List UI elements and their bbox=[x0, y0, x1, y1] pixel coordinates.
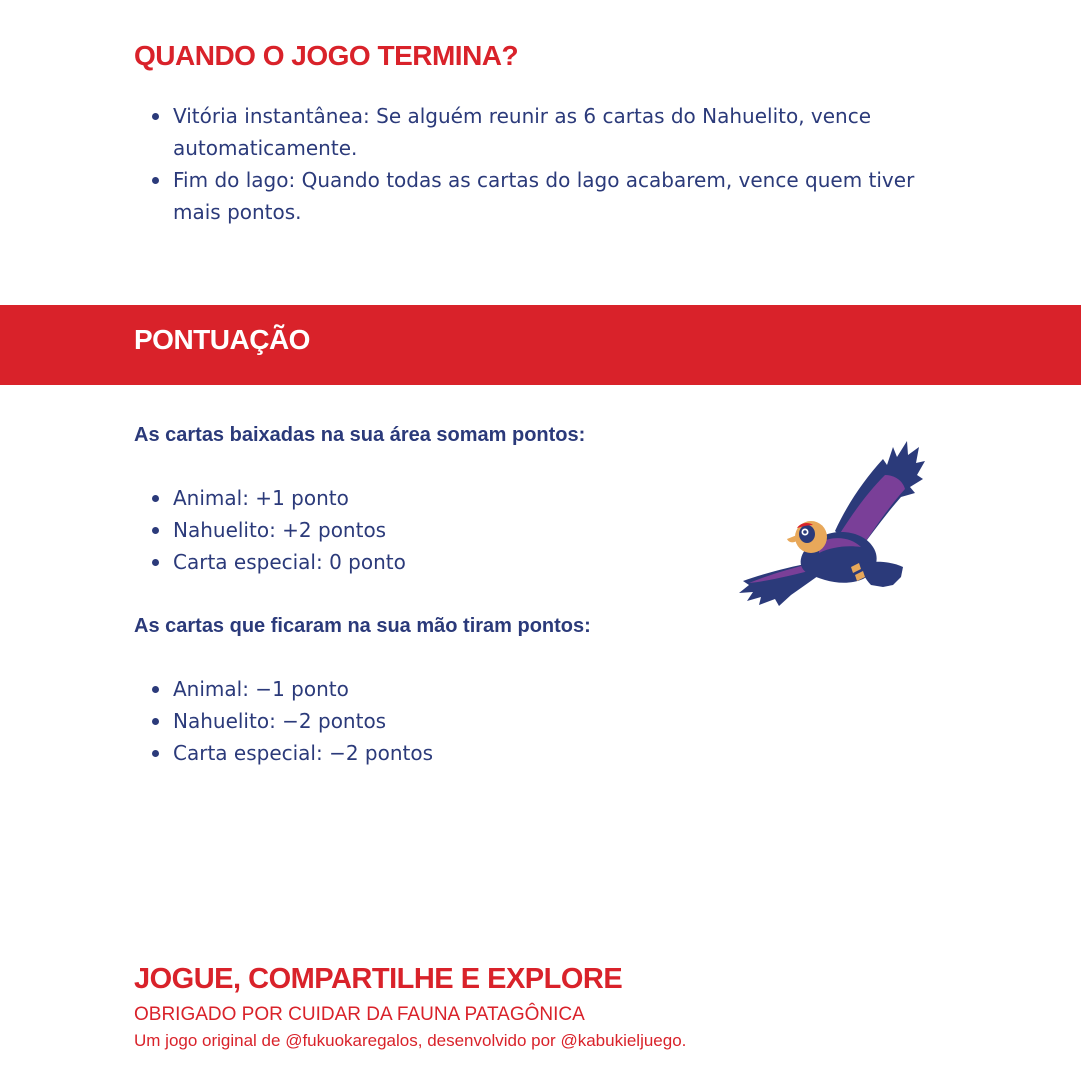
list-item: Fim do lago: Quando todas as cartas do lago acabarem, vence quem tiver mais pontos. bbox=[134, 164, 954, 228]
played-cards-heading: As cartas baixadas na sua área somam pontos: bbox=[134, 424, 586, 446]
list-item: Carta especial: 0 ponto bbox=[134, 546, 406, 578]
list-item: Vitória instantânea: Se alguém reunir as 6 cartas do Nahuelito, vence automaticamente. bbox=[134, 100, 954, 164]
hand-cards-list bbox=[134, 673, 433, 769]
section-title-game-end: QUANDO O JOGO TERMINA? bbox=[134, 40, 519, 71]
list-item: Animal: +1 ponto bbox=[134, 482, 406, 514]
footer-subtitle: OBRIGADO POR CUIDAR DA FAUNA PATAGÔNICA bbox=[134, 1004, 585, 1025]
condor-icon bbox=[735, 435, 930, 615]
footer-title: JOGUE, COMPARTILHE E EXPLORE bbox=[134, 963, 623, 995]
section-title-scoring: PONTUAÇÃO bbox=[134, 324, 310, 355]
footer-credit: Um jogo original de @fukuokaregalos, desenvolvido por @kabukieljuego. bbox=[134, 1031, 687, 1050]
list-item: Nahuelito: +2 pontos bbox=[134, 514, 406, 546]
list-item: Nahuelito: −2 pontos bbox=[134, 705, 433, 737]
hand-cards-heading: As cartas que ficaram na sua mão tiram pontos: bbox=[134, 615, 591, 637]
game-end-list bbox=[134, 100, 954, 228]
list-item: Carta especial: −2 pontos bbox=[134, 737, 433, 769]
list-item: Animal: −1 ponto bbox=[134, 673, 433, 705]
played-cards-list bbox=[134, 482, 406, 578]
